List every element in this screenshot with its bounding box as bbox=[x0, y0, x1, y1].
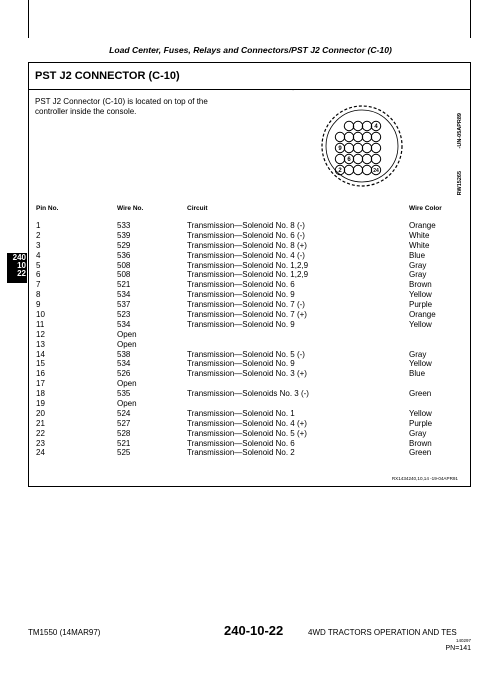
section-title: PST J2 CONNECTOR (C-10) bbox=[35, 70, 180, 82]
table-row bbox=[29, 330, 470, 340]
wire-number: 537 bbox=[117, 300, 131, 310]
top-left-rule bbox=[28, 0, 29, 38]
section-tab bbox=[7, 253, 27, 283]
pin-number: 4 bbox=[36, 250, 41, 260]
connector-label-24: 24 bbox=[373, 168, 379, 174]
stray-dash: - bbox=[292, 87, 295, 94]
wire-number: 529 bbox=[117, 240, 131, 250]
table-row bbox=[29, 448, 470, 458]
pin-number: 22 bbox=[36, 428, 45, 438]
table-row bbox=[29, 359, 470, 369]
wire-number: 538 bbox=[117, 349, 131, 359]
pin-number: 8 bbox=[36, 290, 41, 300]
wire-number: 521 bbox=[117, 438, 131, 448]
pin-number: 12 bbox=[36, 329, 45, 339]
table-row bbox=[29, 280, 470, 290]
pin-number: 20 bbox=[36, 408, 45, 418]
wire-color: Orange bbox=[409, 310, 436, 320]
wire-number: 536 bbox=[117, 250, 131, 260]
footer-date-code: 140297 bbox=[455, 638, 471, 643]
pin-number: 18 bbox=[36, 389, 45, 399]
pin-table bbox=[29, 221, 470, 458]
wire-color: Purple bbox=[409, 418, 433, 428]
table-row bbox=[29, 350, 470, 360]
pin-number: 1 bbox=[36, 221, 41, 230]
table-row bbox=[29, 300, 470, 310]
wire-color: Yellow bbox=[409, 290, 432, 300]
reference-code: RX1434240,10,14 -19-04APR91 bbox=[391, 476, 458, 481]
circuit: Transmission—Solenoid No. 9 bbox=[187, 290, 295, 300]
table-row bbox=[29, 389, 470, 399]
circuit: Transmission—Solenoid No. 7 (+) bbox=[187, 310, 307, 320]
top-right-rule bbox=[470, 0, 471, 38]
wire-number: 521 bbox=[117, 280, 131, 290]
wire-color: White bbox=[409, 240, 430, 250]
col-header-wire: Wire No. bbox=[117, 205, 144, 212]
pin-number: 24 bbox=[36, 448, 45, 458]
footer-pn: PN=141 bbox=[445, 645, 471, 652]
table-row bbox=[29, 290, 470, 300]
circuit: Transmission—Solenoid No. 6 (-) bbox=[187, 230, 305, 240]
circuit: Transmission—Solenoid No. 9 bbox=[187, 319, 295, 329]
circuit: Transmission—Solenoid No. 1,2,9 bbox=[187, 270, 309, 280]
table-row bbox=[29, 419, 470, 429]
table-row bbox=[29, 310, 470, 320]
wire-color: Green bbox=[409, 448, 432, 458]
running-head: Load Center, Fuses, Relays and Connectors/PST J2 Connector (C-10) bbox=[109, 45, 392, 55]
wire-color: Gray bbox=[409, 349, 427, 359]
footer-page-number: 240-10-22 bbox=[224, 623, 284, 638]
connector-figure bbox=[305, 98, 455, 198]
pin-number: 23 bbox=[36, 438, 45, 448]
pin-number: 21 bbox=[36, 418, 45, 428]
connector-diagram bbox=[305, 98, 455, 198]
connector-label-9: 9 bbox=[338, 146, 342, 152]
circuit: Transmission—Solenoid No. 4 (-) bbox=[187, 250, 305, 260]
circuit: Transmission—Solenoid No. 7 (-) bbox=[187, 300, 305, 310]
pin-number: 19 bbox=[36, 399, 45, 409]
circuit: Transmission—Solenoid No. 5 (-) bbox=[187, 349, 305, 359]
pin-number: 14 bbox=[36, 349, 45, 359]
table-row bbox=[29, 221, 470, 231]
pin-number: 11 bbox=[36, 319, 45, 329]
col-header-circuit: Circuit bbox=[187, 205, 208, 212]
wire-color: Blue bbox=[409, 369, 426, 379]
wire-number: 539 bbox=[117, 230, 131, 240]
connector-section bbox=[28, 62, 471, 487]
footer-manual-id: TM1550 (14MAR97) bbox=[28, 628, 101, 637]
col-header-color: Wire Color bbox=[409, 205, 442, 212]
table-row bbox=[29, 379, 470, 389]
circuit: Transmission—Solenoid No. 8 (+) bbox=[187, 240, 307, 250]
table-row bbox=[29, 231, 470, 241]
table-row bbox=[29, 439, 470, 449]
table-row bbox=[29, 409, 470, 419]
wire-color: Brown bbox=[409, 280, 432, 290]
pin-number: 10 bbox=[36, 310, 45, 320]
table-row bbox=[29, 251, 470, 261]
pin-number: 2 bbox=[36, 230, 41, 240]
circuit: Transmission—Solenoid No. 4 (+) bbox=[187, 418, 307, 428]
pin-number: 6 bbox=[36, 270, 41, 280]
circuit: Transmission—Solenoid No. 6 bbox=[187, 438, 295, 448]
wire-color: Green bbox=[409, 389, 432, 399]
connector-label-4: 4 bbox=[374, 124, 378, 130]
circuit: Transmission—Solenoids No. 3 (-) bbox=[187, 389, 309, 399]
table-row bbox=[29, 261, 470, 271]
connector-label-6: 6 bbox=[347, 157, 351, 163]
footer-manual-title: 4WD TRACTORS OPERATION AND TES bbox=[308, 628, 457, 637]
pin-number: 15 bbox=[36, 359, 45, 369]
wire-number: 523 bbox=[117, 310, 131, 320]
connector-label-2: 2 bbox=[338, 168, 342, 174]
section-tab-line3: 22 bbox=[17, 269, 26, 278]
pin-number: 3 bbox=[36, 240, 41, 250]
pin-number: 13 bbox=[36, 339, 45, 349]
wire-number: 526 bbox=[117, 369, 131, 379]
pin-number: 7 bbox=[36, 280, 41, 290]
table-row bbox=[29, 270, 470, 280]
wire-number: 535 bbox=[117, 389, 131, 399]
section-tab-line2: 10 bbox=[17, 261, 26, 270]
wire-color: Yellow bbox=[409, 359, 432, 369]
wire-number: 525 bbox=[117, 448, 131, 458]
circuit: Transmission—Solenoid No. 1 bbox=[187, 408, 295, 418]
pin-number: 16 bbox=[36, 369, 45, 379]
figure-id-secondary: RW15265 bbox=[457, 171, 463, 196]
wire-color: White bbox=[409, 230, 430, 240]
wire-number: Open bbox=[117, 329, 137, 339]
wire-color: Gray bbox=[409, 270, 427, 280]
section-description: PST J2 Connector (C-10) is located on top of the controller inside the console. bbox=[35, 97, 208, 116]
wire-number: Open bbox=[117, 399, 137, 409]
circuit: Transmission—Solenoid No. 1,2,9 bbox=[187, 260, 309, 270]
wire-color: Orange bbox=[409, 221, 436, 230]
circuit: Transmission—Solenoid No. 5 (+) bbox=[187, 428, 307, 438]
wire-number: 527 bbox=[117, 418, 131, 428]
table-row bbox=[29, 399, 470, 409]
wire-color: Brown bbox=[409, 438, 432, 448]
wire-number: 534 bbox=[117, 319, 131, 329]
table-row bbox=[29, 429, 470, 439]
wire-color: Gray bbox=[409, 428, 427, 438]
wire-number: 508 bbox=[117, 260, 131, 270]
table-row bbox=[29, 241, 470, 251]
section-tab-line1: 240 bbox=[12, 253, 26, 262]
section-title-bar bbox=[29, 63, 470, 90]
table-row bbox=[29, 320, 470, 330]
col-header-pin: Pin No. bbox=[36, 205, 59, 212]
circuit: Transmission—Solenoid No. 8 (-) bbox=[187, 221, 305, 230]
table-row bbox=[29, 340, 470, 350]
pin-number: 5 bbox=[36, 260, 41, 270]
figure-id-primary: -UN-05APR89 bbox=[457, 113, 463, 149]
wire-number: 533 bbox=[117, 221, 131, 230]
wire-color: Blue bbox=[409, 250, 426, 260]
table-row bbox=[29, 369, 470, 379]
wire-number: 528 bbox=[117, 428, 131, 438]
wire-number: Open bbox=[117, 339, 137, 349]
wire-color: Gray bbox=[409, 260, 427, 270]
circuit: Transmission—Solenoid No. 3 (+) bbox=[187, 369, 307, 379]
wire-color: Purple bbox=[409, 300, 433, 310]
wire-color: Yellow bbox=[409, 408, 432, 418]
wire-number: Open bbox=[117, 379, 137, 389]
wire-color: Yellow bbox=[409, 319, 432, 329]
circuit: Transmission—Solenoid No. 2 bbox=[187, 448, 295, 458]
wire-number: 534 bbox=[117, 359, 131, 369]
wire-number: 524 bbox=[117, 408, 131, 418]
wire-number: 534 bbox=[117, 290, 131, 300]
circuit: Transmission—Solenoid No. 9 bbox=[187, 359, 295, 369]
pin-number: 9 bbox=[36, 300, 41, 310]
wire-number: 508 bbox=[117, 270, 131, 280]
pin-number: 17 bbox=[36, 379, 45, 389]
circuit: Transmission—Solenoid No. 6 bbox=[187, 280, 295, 290]
